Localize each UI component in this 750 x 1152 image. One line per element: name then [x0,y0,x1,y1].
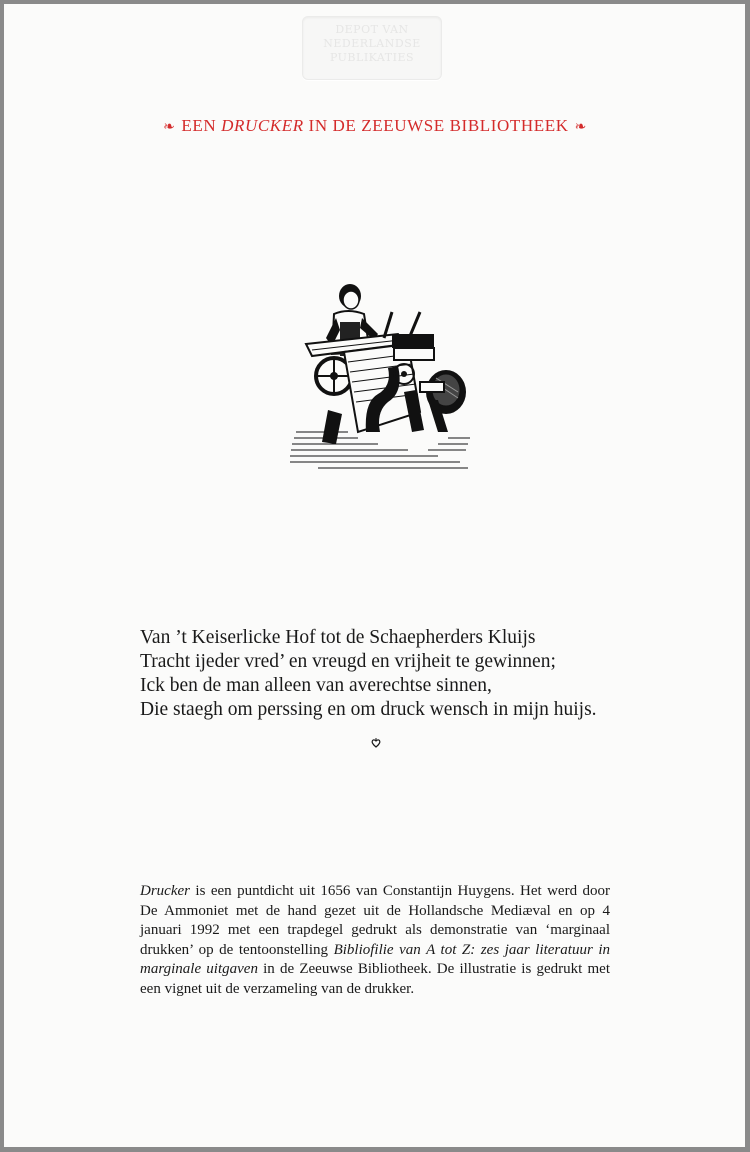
printing-press-illustration [288,282,474,472]
colophon-text: is een puntdicht uit 1656 van Constantijn Huygens. Het werd door De Ammoniet met de hand gezet uit de Hollandsche Mediæval en op 4 januari 1992 met een trapdegel gedrukt als demonstratie van ‘marginaal drukken’ op de tentoonstelling [140,883,610,958]
poem-line: Tracht ijeder vred’ en vreugd en vrijheit te gewinnen; [140,651,556,672]
poem-line: Van ’t Keiserlicke Hof tot de Schaepherders Kluijs [140,627,536,648]
stamp-line-1: DEPOT VAN [335,23,409,36]
colophon-exhibition-italic: Bibliofilie van A tot Z: zes jaar literatuur in marginale uitgaven [140,941,611,977]
colophon [140,882,610,999]
fleuron-left-icon: ❧ [163,120,176,135]
page-title [0,116,750,136]
colophon-text-end: in de Zeeuwse Bibliotheek. De illustratie is gedrukt met een vignet uit de verzameling van de drukker. [140,961,610,997]
heart-ornament-icon [370,737,382,749]
title-italic: DRUCKER [221,116,304,135]
fleuron-right-icon: ❧ [574,120,587,135]
stamp-line-3: PUBLIKATIES [329,51,415,64]
poem [140,626,597,722]
colophon-title-italic: Drucker [140,883,190,899]
poem-line: Ick ben de man alleen van averechtse sinnen, [140,675,492,696]
title-part-2: IN DE ZEEUWSE BIBLIOTHEEK [303,116,569,135]
poem-line: Die staegh om perssing en om druck wensch in mijn huijs. [140,699,597,720]
stamp-line-2: NEDERLANDSE [323,37,421,50]
title-part-1: EEN [181,116,222,135]
embossed-depot-stamp [302,16,442,80]
